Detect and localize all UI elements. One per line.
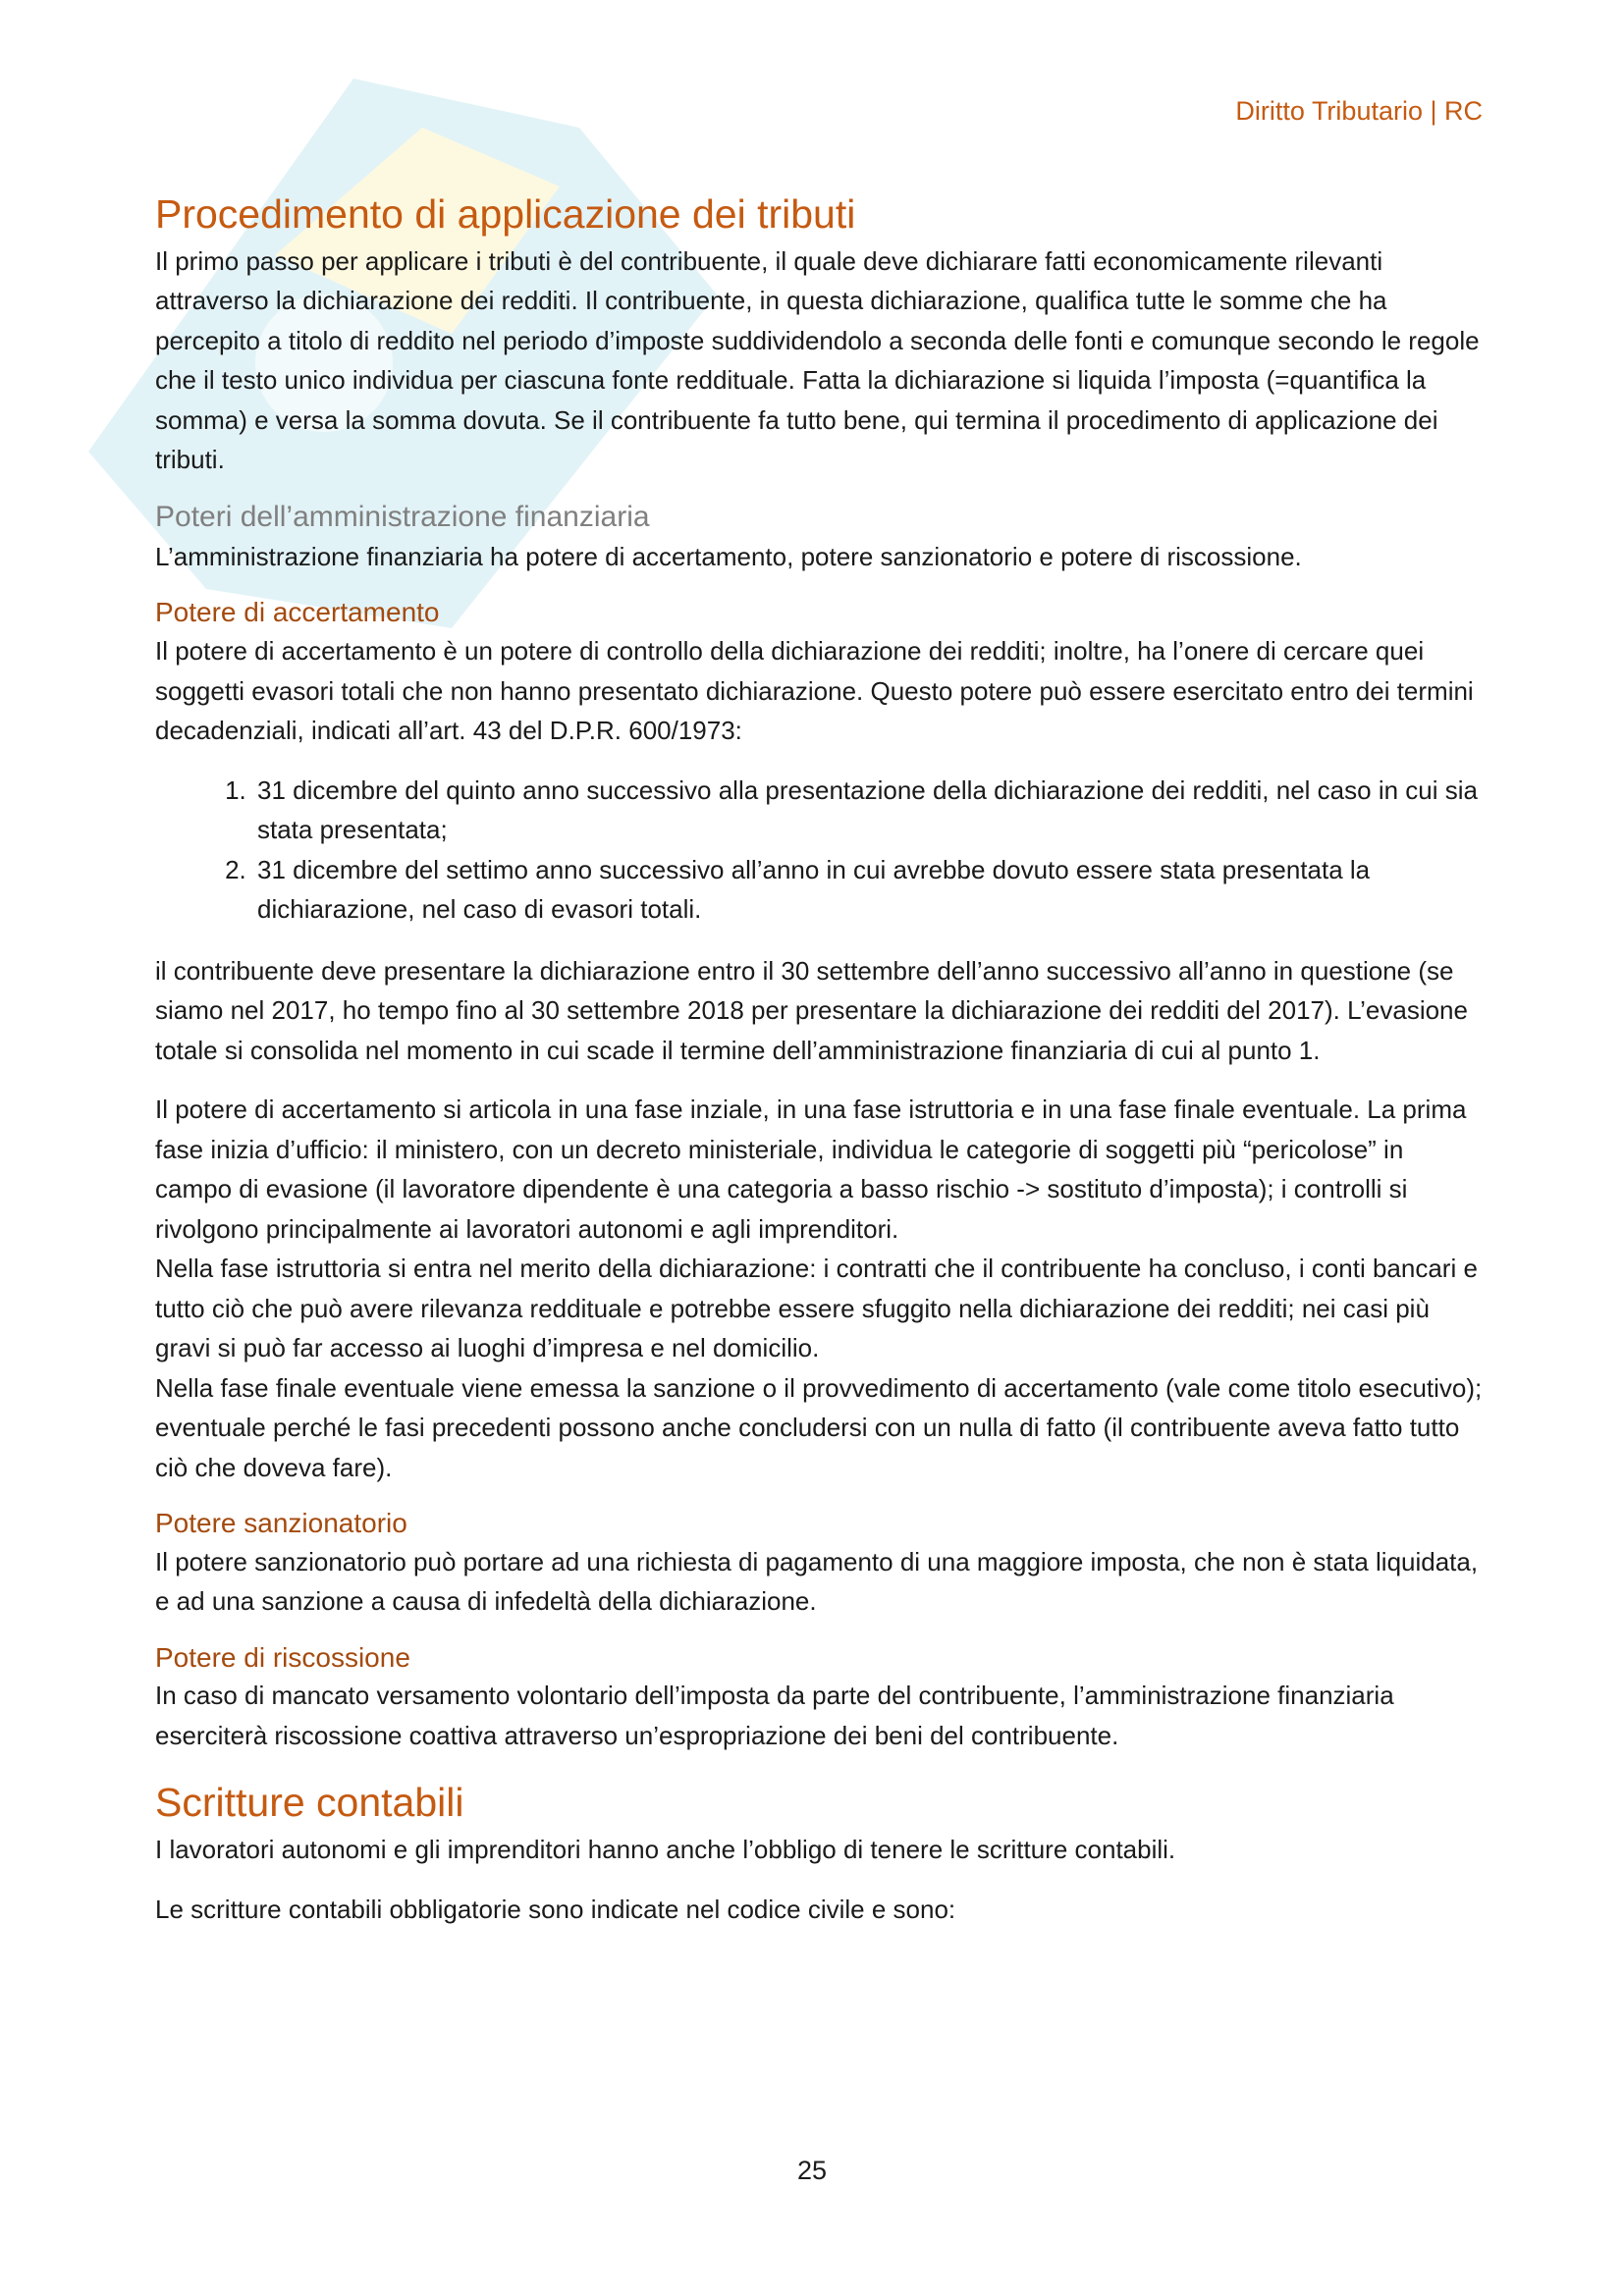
page-number: 25 — [796, 2156, 828, 2185]
page-content — [155, 192, 1483, 1949]
paragraph: L’amministrazione finanziaria ha potere di accertamento, potere sanzionatorio e potere di riscossione. — [155, 541, 1302, 571]
section-title: Scritture contabili — [155, 1780, 464, 1826]
minor-heading: Potere di riscossione — [155, 1641, 410, 1673]
paragraph: I lavoratori autonomi e gli imprenditori hanno anche l’obbligo di tenere le scritture contabili. — [155, 1835, 1176, 1865]
paragraph: Il potere sanzionatorio può portare ad una richiesta di pagamento di una maggiore imposta, che non è stata liquidata, e ad una sanzione a causa di infedeltà della dichiarazione. — [155, 1546, 1479, 1617]
paragraph: Nella fase finale eventuale viene emessa la sanzione o il provvedimento di accertamento (vale come titolo esecutivo); eventuale perché le fasi precedenti possono anche concludersi con un nulla di fatto (il contribuente aveva fatto tutto ciò che doveva fare). — [155, 1372, 1483, 1482]
paragraph: Il potere di accertamento è un potere di controllo della dichiarazione dei redditi; inoltre, ha l’onere di cercare quei soggetti evasori totali che non hanno presentato dichiarazione. Questo potere può essere esercitato entro dei termini decadenziali, indicati all’art. 43 del D.P.R. 600/1973: — [155, 636, 1474, 745]
paragraph: Le scritture contabili obbligatorie sono indicate nel codice civile e sono: — [155, 1894, 956, 1924]
running-header: Diritto Tributario | RC — [1235, 96, 1483, 126]
paragraph: In caso di mancato versamento volontario dell’imposta da parte del contribuente, l’amministrazione finanziaria eserciterà riscossione coattiva attraverso un’espropriazione dei beni del contribuente. — [155, 1681, 1394, 1750]
minor-heading: Potere di accertamento — [155, 597, 440, 628]
minor-heading: Potere sanzionatorio — [155, 1508, 407, 1538]
paragraph: Il potere di accertamento si articola in una fase inziale, in una fase istruttoria e in una fase finale eventuale. La prima fase inizia d’ufficio: il ministero, con un decreto ministeriale, individua le categorie di soggetti più “pericolose” in campo di evasione (il lavoratore dipendente è una categoria a basso rischio -> sostituto d’imposta); i controlli si rivolgono principalmente ai lavoratori autonomi e agli imprenditori. — [155, 1095, 1467, 1244]
numbered-list — [155, 771, 1483, 930]
paragraph: Il primo passo per applicare i tributi è del contribuente, il quale deve dichiarare fatti economicamente rilevanti attraverso la dichiarazione dei redditi. Il contribuente, in questa dichiarazione, qualifica tutte le somme che ha percepito a titolo di reddito nel periodo d’imposte suddividendolo a seconda delle fonti e comunque secondo le regole che il testo unico individua per ciascuna fonte reddituale. Fatta la dichiarazione si liquida l’imposta (=quantifica la somma) e versa la somma dovuta. Se il contribuente fa tutto bene, qui termina il procedimento di applicazione dei tributi. — [155, 245, 1480, 475]
list-item: 1. 31 dicembre del quinto anno successivo alla presentazione della dichiarazione dei redditi, nel caso in cui sia stata presentata; — [253, 771, 1483, 850]
subsection-title: Poteri dell’amministrazione finanziaria — [155, 500, 650, 533]
paragraph: il contribuente deve presentare la dichiarazione entro il 30 settembre dell’anno successivo all’anno in questione (se siamo nel 2017, ho tempo fino al 30 settembre 2018 per presentare la dichiarazione dei redditi del 2017). L’evasione totale si consolida nel momento in cui scade il termine dell’amministrazione finanziaria di cui al punto 1. — [155, 955, 1468, 1065]
list-item: 2. 31 dicembre del settimo anno successivo all’anno in cui avrebbe dovuto essere stata presentata la dichiarazione, nel caso di evasori totali. — [253, 850, 1483, 930]
paragraph: Nella fase istruttoria si entra nel merito della dichiarazione: i contratti che il contribuente ha concluso, i conti bancari e tutto ciò che può avere rilevanza reddituale e potrebbe essere sfuggito nella dichiarazione dei redditi; nei casi più gravi si può far accesso ai luoghi d’impresa e nel domicilio. — [155, 1254, 1478, 1362]
section-title: Procedimento di applicazione dei tributi — [155, 191, 856, 237]
